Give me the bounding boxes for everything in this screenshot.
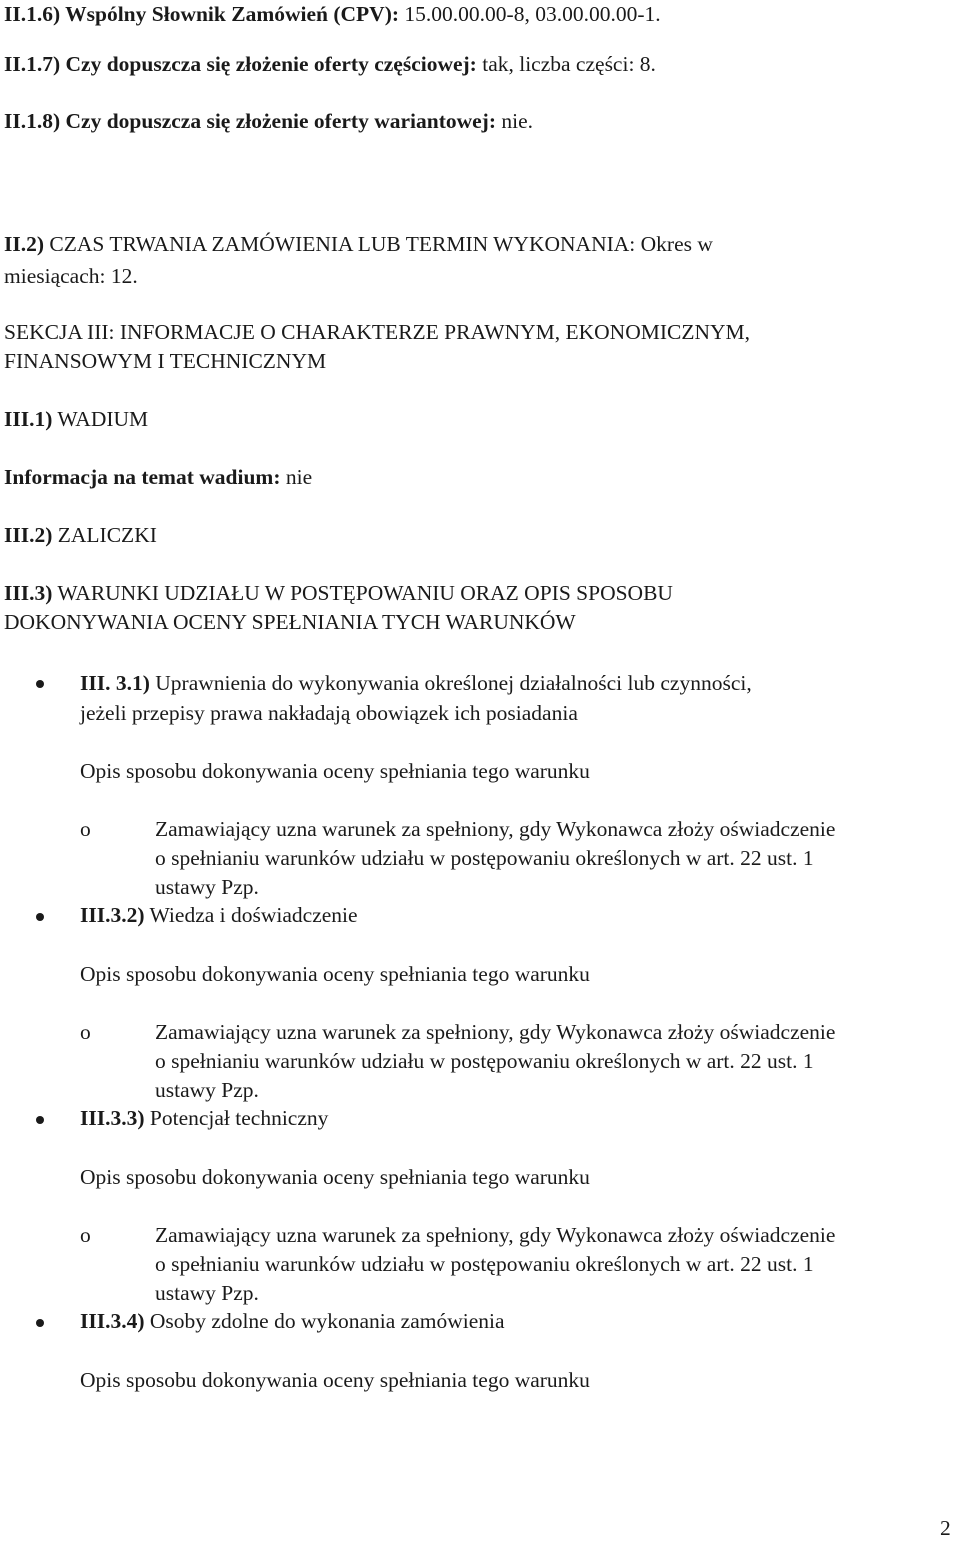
item2-sub-line3: ustawy Pzp. xyxy=(155,1078,259,1102)
item3-sub-marker: o xyxy=(80,1223,91,1247)
zaliczki-prefix: III.2) xyxy=(4,523,53,547)
bullet-icon xyxy=(36,680,44,688)
item3-desc-label: Opis sposobu dokonywania oceny spełniania tego warunku xyxy=(80,1165,590,1189)
item3-prefix: III.3.3) xyxy=(80,1106,145,1130)
cpv-label: II.1.6) Wspólny Słownik Zamówień (CPV): xyxy=(4,2,400,26)
bullet-icon xyxy=(36,913,44,921)
item1-sub-marker: o xyxy=(80,817,91,841)
item1-desc-label: Opis sposobu dokonywania oceny spełniania tego warunku xyxy=(80,759,590,783)
item3-sub-line2: o spełnianiu warunków udziału w postępowaniu określonych w art. 22 ust. 1 xyxy=(155,1252,814,1276)
wadium-prefix: III.1) xyxy=(4,407,53,431)
wadium-heading xyxy=(4,405,148,434)
item4-prefix: III.3.4) xyxy=(80,1309,145,1333)
section-heading-line2: FINANSOWYM I TECHNICZNYM xyxy=(4,349,327,373)
item1-title-rest: Uprawnienia do wykonywania określonej działalności lub czynności, xyxy=(149,671,752,695)
item2-desc-label: Opis sposobu dokonywania oceny spełniania tego warunku xyxy=(80,962,590,986)
item3-sub-line1: Zamawiający uzna warunek za spełniony, gdy Wykonawca złoży oświadczenie xyxy=(155,1223,836,1247)
zaliczki-heading xyxy=(4,521,157,550)
para-partial-offer xyxy=(4,50,656,79)
wadium-heading-rest: WADIUM xyxy=(52,407,149,431)
section-heading-line1: SEKCJA III: INFORMACJE O CHARAKTERZE PRAWNYM, EKONOMICZNYM, xyxy=(4,320,751,344)
item1-sub-line1: Zamawiający uzna warunek za spełniony, gdy Wykonawca złoży oświadczenie xyxy=(155,817,836,841)
item2-title xyxy=(80,901,358,930)
item1-sub-line2: o spełnianiu warunków udziału w postępowaniu określonych w art. 22 ust. 1 xyxy=(155,846,814,870)
item2-title-rest: Wiedza i doświadczenie xyxy=(144,903,358,927)
para-variant-offer xyxy=(4,107,533,136)
item1-prefix: III. 3.1) xyxy=(80,671,150,695)
warunki-rest: WARUNKI UDZIAŁU W POSTĘPOWANIU ORAZ OPIS SPOSOBU xyxy=(52,581,673,605)
cpv-value: 15.00.00.00-8, 03.00.00.00-1. xyxy=(399,2,661,26)
item4-desc-label: Opis sposobu dokonywania oceny spełniania tego warunku xyxy=(80,1368,590,1392)
partial-offer-label: II.1.7) Czy dopuszcza się złożenie oferty częściowej: xyxy=(4,52,477,76)
para-cpv xyxy=(4,0,661,29)
partial-offer-value: tak, liczba części: 8. xyxy=(476,52,656,76)
wadium-info-value: nie xyxy=(280,465,313,489)
item4-title xyxy=(80,1307,505,1336)
warunki-heading-line2: DOKONYWANIA OCENY SPEŁNIANIA TYCH WARUNKÓW xyxy=(4,610,576,634)
variant-offer-value: nie. xyxy=(496,109,534,133)
duration-value-line2: miesiącach: 12. xyxy=(4,264,138,288)
zaliczki-rest: ZALICZKI xyxy=(52,523,157,547)
para-duration xyxy=(4,230,713,259)
warunki-heading-line1 xyxy=(4,579,673,608)
variant-offer-label: II.1.8) Czy dopuszcza się złożenie oferty wariantowej: xyxy=(4,109,496,133)
item1-title-line1 xyxy=(80,669,752,698)
item2-prefix: III.3.2) xyxy=(80,903,145,927)
bullet-icon xyxy=(36,1319,44,1327)
bullet-icon xyxy=(36,1116,44,1124)
item3-title xyxy=(80,1104,328,1133)
item1-sub-line3: ustawy Pzp. xyxy=(155,875,259,899)
item2-sub-line1: Zamawiający uzna warunek za spełniony, gdy Wykonawca złoży oświadczenie xyxy=(155,1020,836,1044)
item2-sub-marker: o xyxy=(80,1020,91,1044)
duration-label-rest: CZAS TRWANIA ZAMÓWIENIA LUB TERMIN WYKONANIA: xyxy=(44,232,636,256)
item3-title-rest: Potencjał techniczny xyxy=(144,1106,329,1130)
warunki-prefix: III.3) xyxy=(4,581,53,605)
item4-title-rest: Osoby zdolne do wykonania zamówienia xyxy=(144,1309,505,1333)
wadium-info xyxy=(4,463,312,492)
wadium-info-label: Informacja na temat wadium: xyxy=(4,465,281,489)
duration-value: Okres w xyxy=(635,232,713,256)
item2-sub-line2: o spełnianiu warunków udziału w postępowaniu określonych w art. 22 ust. 1 xyxy=(155,1049,814,1073)
page-number: 2 xyxy=(940,1516,951,1540)
item1-title-line2: jeżeli przepisy prawa nakładają obowiązek ich posiadania xyxy=(80,701,578,725)
item3-sub-line3: ustawy Pzp. xyxy=(155,1281,259,1305)
duration-label-prefix: II.2) xyxy=(4,232,45,256)
